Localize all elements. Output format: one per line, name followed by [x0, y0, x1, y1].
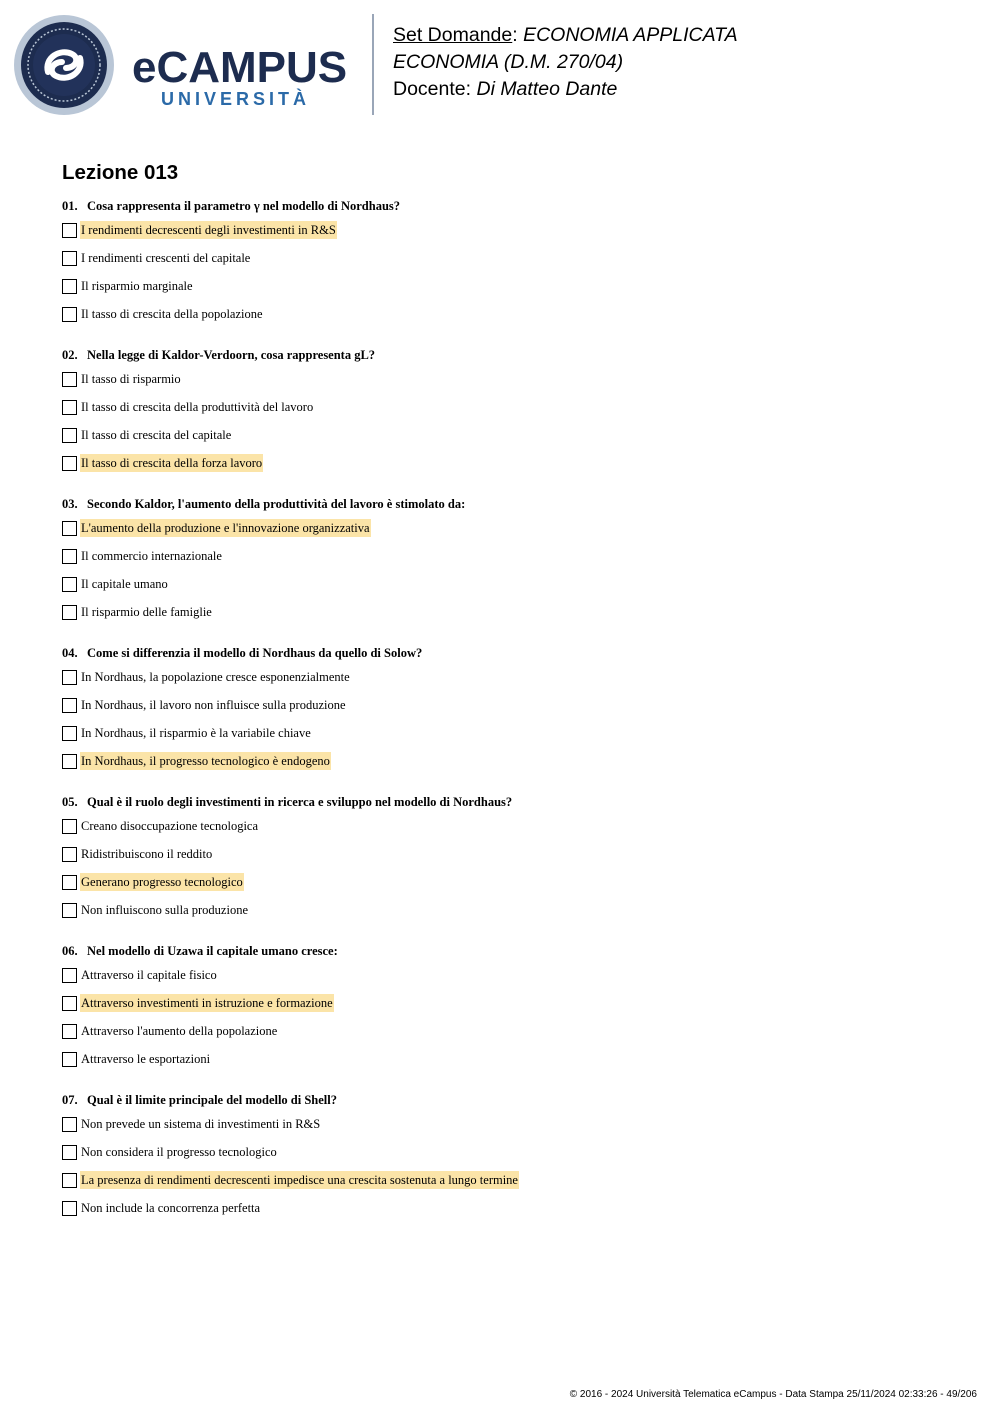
document-header [393, 22, 738, 103]
set-label: Set Domande [393, 24, 513, 46]
answer-text: Il commercio internazionale [81, 549, 222, 563]
answer-option[interactable] [62, 747, 962, 775]
question-text [62, 345, 962, 365]
answer-checkbox[interactable] [62, 605, 77, 620]
answer-option[interactable] [62, 598, 962, 626]
answer-checkbox[interactable] [62, 819, 77, 834]
answer-checkbox[interactable] [62, 223, 77, 238]
answer-text: Attraverso l'aumento della popolazione [81, 1024, 278, 1038]
answer-checkbox[interactable] [62, 968, 77, 983]
answer-option[interactable] [62, 272, 962, 300]
question-label: Cosa rappresenta il parametro γ nel modello di Nordhaus? [87, 199, 401, 213]
question-number: 04. [62, 646, 78, 660]
answer-option[interactable] [62, 514, 962, 542]
answer-option[interactable] [62, 663, 962, 691]
answer-option[interactable] [62, 989, 962, 1017]
answer-text: In Nordhaus, il risparmio è la variabile chiave [81, 726, 311, 740]
question-number: 02. [62, 348, 78, 362]
answer-text: Il tasso di crescita della produttività del lavoro [81, 400, 314, 414]
question-text [62, 1090, 962, 1110]
answer-text: In Nordhaus, la popolazione cresce esponenzialmente [81, 670, 350, 684]
answer-text: Non considera il progresso tecnologico [81, 1145, 277, 1159]
page-footer: © 2016 - 2024 Università Telematica eCampus - Data Stampa 25/11/2024 02:33:26 - 49/206 [569, 1389, 977, 1400]
answer-checkbox[interactable] [62, 279, 77, 294]
answer-checkbox[interactable] [62, 549, 77, 564]
question-text [62, 643, 962, 663]
answer-text: Il risparmio delle famiglie [81, 605, 212, 619]
answer-option[interactable] [62, 868, 962, 896]
answer-checkbox[interactable] [62, 875, 77, 890]
answer-checkbox[interactable] [62, 400, 77, 415]
answer-checkbox[interactable] [62, 521, 77, 536]
question-number: 06. [62, 944, 78, 958]
answer-text: Non prevede un sistema di investimenti in R&S [81, 1117, 321, 1131]
question-label: Qual è il ruolo degli investimenti in ricerca e sviluppo nel modello di Nordhaus? [87, 795, 513, 809]
teacher-name: Di Matteo Dante [476, 78, 618, 100]
question-block [62, 643, 962, 775]
logo-wordmark: eCAMPUS [132, 43, 348, 92]
answer-text: Il tasso di crescita della popolazione [81, 307, 263, 321]
answer-option[interactable] [62, 896, 962, 924]
question-block [62, 345, 962, 477]
answer-text: Attraverso il capitale fisico [81, 968, 217, 982]
answer-text: Il tasso di risparmio [81, 372, 181, 386]
answer-text-highlighted: Il tasso di crescita della forza lavoro [81, 456, 263, 470]
answer-text: Creano disoccupazione tecnologica [81, 819, 259, 833]
question-label: Nel modello di Uzawa il capitale umano cresce: [87, 944, 338, 958]
answer-option[interactable] [62, 244, 962, 272]
answer-option[interactable] [62, 542, 962, 570]
answer-text-highlighted: Generano progresso tecnologico [81, 875, 243, 889]
answer-text: Non influiscono sulla produzione [81, 903, 248, 917]
question-text [62, 196, 962, 216]
question-label: Come si differenzia il modello di Nordhaus da quello di Solow? [87, 646, 423, 660]
question-block [62, 196, 962, 328]
answer-option[interactable] [62, 840, 962, 868]
answer-text: Il risparmio marginale [81, 279, 193, 293]
question-block [62, 792, 962, 924]
question-list [62, 196, 962, 1239]
answer-text: Ridistribuiscono il reddito [81, 847, 213, 861]
answer-option[interactable] [62, 570, 962, 598]
answer-checkbox[interactable] [62, 754, 77, 769]
question-number: 05. [62, 795, 78, 809]
header-divider [372, 14, 374, 115]
question-text [62, 792, 962, 812]
answer-text: Il capitale umano [81, 577, 168, 591]
answer-checkbox[interactable] [62, 307, 77, 322]
answer-checkbox[interactable] [62, 456, 77, 471]
answer-checkbox[interactable] [62, 726, 77, 741]
answer-text: In Nordhaus, il lavoro non influisce sulla produzione [81, 698, 346, 712]
answer-text-highlighted: La presenza di rendimenti decrescenti impedisce una crescita sostenuta a lungo termine [81, 1173, 518, 1187]
course-name: ECONOMIA (D.M. 270/04) [393, 51, 624, 73]
answer-checkbox[interactable] [62, 670, 77, 685]
question-text [62, 494, 962, 514]
question-block [62, 941, 962, 1073]
answer-option[interactable] [62, 719, 962, 747]
logo-subtitle: UNIVERSITÀ [161, 89, 311, 109]
answer-text-highlighted: In Nordhaus, il progresso tecnologico è endogeno [81, 754, 330, 768]
question-label: Nella legge di Kaldor-Verdoorn, cosa rappresenta gL? [87, 348, 376, 362]
question-block [62, 1090, 962, 1222]
question-number: 07. [62, 1093, 78, 1107]
teacher-line [393, 76, 738, 103]
answer-option[interactable] [62, 1017, 962, 1045]
ecampus-logo [14, 14, 359, 116]
answer-checkbox[interactable] [62, 698, 77, 713]
question-block [62, 494, 962, 626]
answer-checkbox[interactable] [62, 1201, 77, 1216]
answer-checkbox[interactable] [62, 1117, 77, 1132]
answer-option[interactable] [62, 961, 962, 989]
answer-text-highlighted: I rendimenti decrescenti degli investimenti in R&S [81, 223, 336, 237]
answer-option[interactable] [62, 365, 962, 393]
answer-option[interactable] [62, 393, 962, 421]
set-value: ECONOMIA APPLICATA [523, 24, 738, 46]
course-line [393, 49, 738, 76]
answer-option[interactable] [62, 421, 962, 449]
set-line: Set Domande: ECONOMIA APPLICATA [393, 24, 738, 46]
question-text [62, 941, 962, 961]
question-label: Secondo Kaldor, l'aumento della produttività del lavoro è stimolato da: [87, 497, 466, 511]
answer-option[interactable] [62, 812, 962, 840]
answer-checkbox[interactable] [62, 1145, 77, 1160]
question-label: Qual è il limite principale del modello di Shell? [87, 1093, 338, 1107]
answer-option[interactable] [62, 1045, 962, 1073]
question-number: 03. [62, 497, 78, 511]
answer-text: I rendimenti crescenti del capitale [81, 251, 251, 265]
answer-option[interactable] [62, 449, 962, 477]
teacher-label: Docente: [393, 78, 472, 100]
answer-checkbox[interactable] [62, 428, 77, 443]
answer-text-highlighted: Attraverso investimenti in istruzione e formazione [81, 996, 333, 1010]
answer-text: Non include la concorrenza perfetta [81, 1201, 261, 1215]
answer-text-highlighted: L'aumento della produzione e l'innovazione organizzativa [81, 521, 370, 535]
answer-option[interactable] [62, 691, 962, 719]
answer-checkbox[interactable] [62, 996, 77, 1011]
question-number: 01. [62, 199, 78, 213]
answer-option[interactable] [62, 300, 962, 328]
answer-checkbox[interactable] [62, 251, 77, 266]
answer-checkbox[interactable] [62, 847, 77, 862]
answer-text: Il tasso di crescita del capitale [81, 428, 232, 442]
answer-option[interactable] [62, 1138, 962, 1166]
answer-checkbox[interactable] [62, 372, 77, 387]
answer-checkbox[interactable] [62, 1173, 77, 1188]
answer-option[interactable] [62, 1166, 962, 1194]
answer-option[interactable] [62, 216, 962, 244]
answer-checkbox[interactable] [62, 1052, 77, 1067]
answer-checkbox[interactable] [62, 577, 77, 592]
answer-checkbox[interactable] [62, 903, 77, 918]
answer-text: Attraverso le esportazioni [81, 1052, 211, 1066]
answer-option[interactable] [62, 1194, 962, 1222]
answer-checkbox[interactable] [62, 1024, 77, 1039]
lesson-title: Lezione 013 [62, 161, 179, 184]
answer-option[interactable] [62, 1110, 962, 1138]
